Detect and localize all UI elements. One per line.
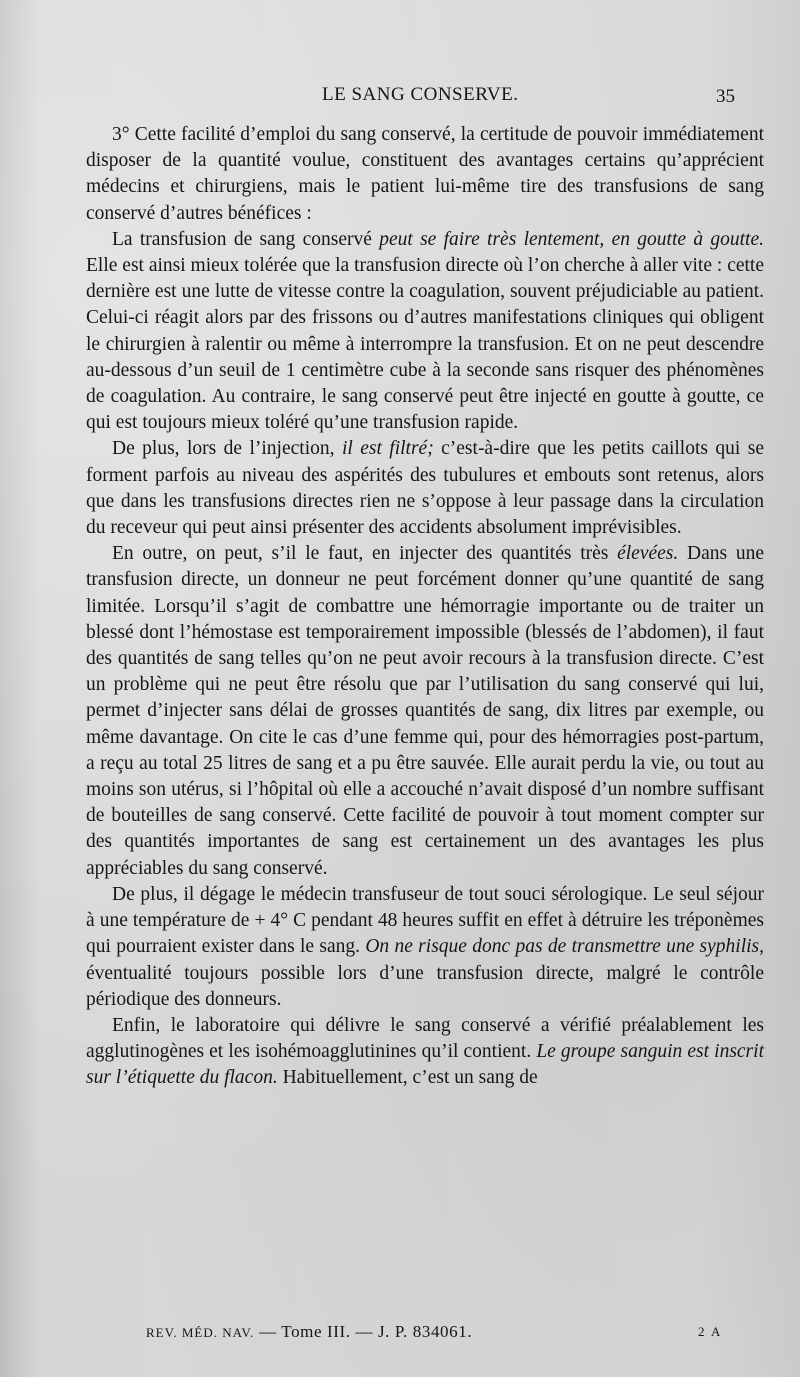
page-number: 35: [716, 86, 735, 107]
italic-text: On ne risque donc pas de transmettre une syphilis,: [365, 936, 764, 958]
italic-text: peut se faire très lentement, en goutte à goutte.: [379, 228, 765, 250]
paragraph: [86, 1013, 764, 1092]
text-run: En outre, on peut, s’il le faut, en injecter des quantités très: [112, 543, 618, 565]
body-text: [86, 122, 764, 1092]
italic-text: il est filtré;: [341, 438, 434, 460]
text-run: éventualité toujours possible lors d’une transfusion directe, malgré le contrôle périodique des donneurs.: [86, 962, 764, 1010]
text-run: De plus, lors de l’injection,: [112, 438, 342, 460]
running-title: LE SANG CONSERVE.: [322, 84, 519, 105]
text-run: c’est-à-dire que les petits caillots qui se forment parfois au niveau des aspérités des tubulures et embouts sont retenus, alors que dans les transfusions directes rien ne s’oppose à leur passage dans la circulation du receveur qui peut ainsi présenter des accidents absolument imprévisibles.: [86, 438, 765, 539]
running-head: [0, 84, 800, 112]
footer-journal: REV. MÉD. NAV.: [146, 1325, 255, 1340]
paragraph: [86, 541, 764, 882]
text-run: De plus, il dégage le médecin transfuseur de tout souci sérologique. Le seul séjour à une température de + 4° C pendant 48 heures suffit en effet à détruire les tréponèmes qui pourraient exister dans le sang.: [86, 883, 764, 958]
text-run: La transfusion de sang conservé: [112, 228, 380, 250]
text-run: 3° Cette facilité d’emploi du sang conservé, la certitude de pouvoir immédiatement disposer de la quantité voulue, constituent des avantages certains qu’apprécient médecins et chirurgiens, mais le patient lui-même tire des transfusions de sang conservé d’autres bénéfices :: [86, 124, 764, 224]
text-run: Elle est ainsi mieux tolérée que la transfusion directe où l’on cherche à aller vite : cette dernière est une lutte de vitesse contre la coagulation, souvent préjudiciable au patient. Celui-ci réagit alors par des frissons ou d’autres manifestations cliniques qui obligent le chirurgien à ralentir ou même à interrompre la transfusion. Et on ne peut descendre au-dessous d’un seuil de 1 centimètre cube à la seconde sans risquer des phénomènes de coagulation. Au contraire, le sang conservé peut être injecté en goutte à goutte, ce qui est toujours mieux toléré qu’une transfusion rapide.: [86, 255, 764, 434]
footer-volume: — Tome III. —: [259, 1322, 374, 1341]
text-run: Dans une transfusion directe, un donneur ne peut forcément donner qu’une quantité de sang limitée. Lorsqu’il s’agit de combattre une hémorragie importante ou de traiter un blessé dont l’hémostase est temporairement impossible (blessés de l’abdomen), il faut des quantités de sang telles qu’on ne peut avoir recours à la transfusion directe. C’est un problème qui ne peut être résolu que par l’utilisation du sang conservé qui lui, permet d’injecter sans délai de grosses quantités de sang, dix litres par exemple, ou même davantage. On cite le cas d’une femme qui, pour des hémorragies post-partum, a reçu au total 25 litres de sang et a pu être sauvée. Elle aurait perdu la vie, ou tout au moins son utérus, si l’hôpital où elle a accouché n’avait disposé d’un nombre suffisant de bouteilles de sang conservé. Cette facilité de pouvoir à tout moment compter sur des quantités importantes de sang est certainement un des avantages les plus appréciables du sang conservé.: [86, 543, 765, 879]
text-run: Enfin, le laboratoire qui délivre le sang conservé a vérifié préalablement les agglutinogènes et les isohémoagglutinines qu’il contient.: [86, 1014, 764, 1063]
italic-text: Le groupe sanguin est inscrit sur l’étiquette du flacon.: [86, 1041, 764, 1089]
page-footer: [0, 1322, 800, 1348]
paragraph: [86, 882, 764, 1013]
paragraph: [86, 436, 764, 541]
paragraph: [86, 122, 764, 227]
paragraph: [86, 227, 764, 437]
footer-printer-ref: J. P. 834061.: [377, 1322, 473, 1341]
italic-text: élevées.: [617, 543, 679, 565]
footer-citation: [146, 1322, 472, 1342]
text-run: Habituellement, c’est un sang de: [277, 1067, 538, 1089]
footer-signature-mark: 2 A: [698, 1324, 723, 1339]
